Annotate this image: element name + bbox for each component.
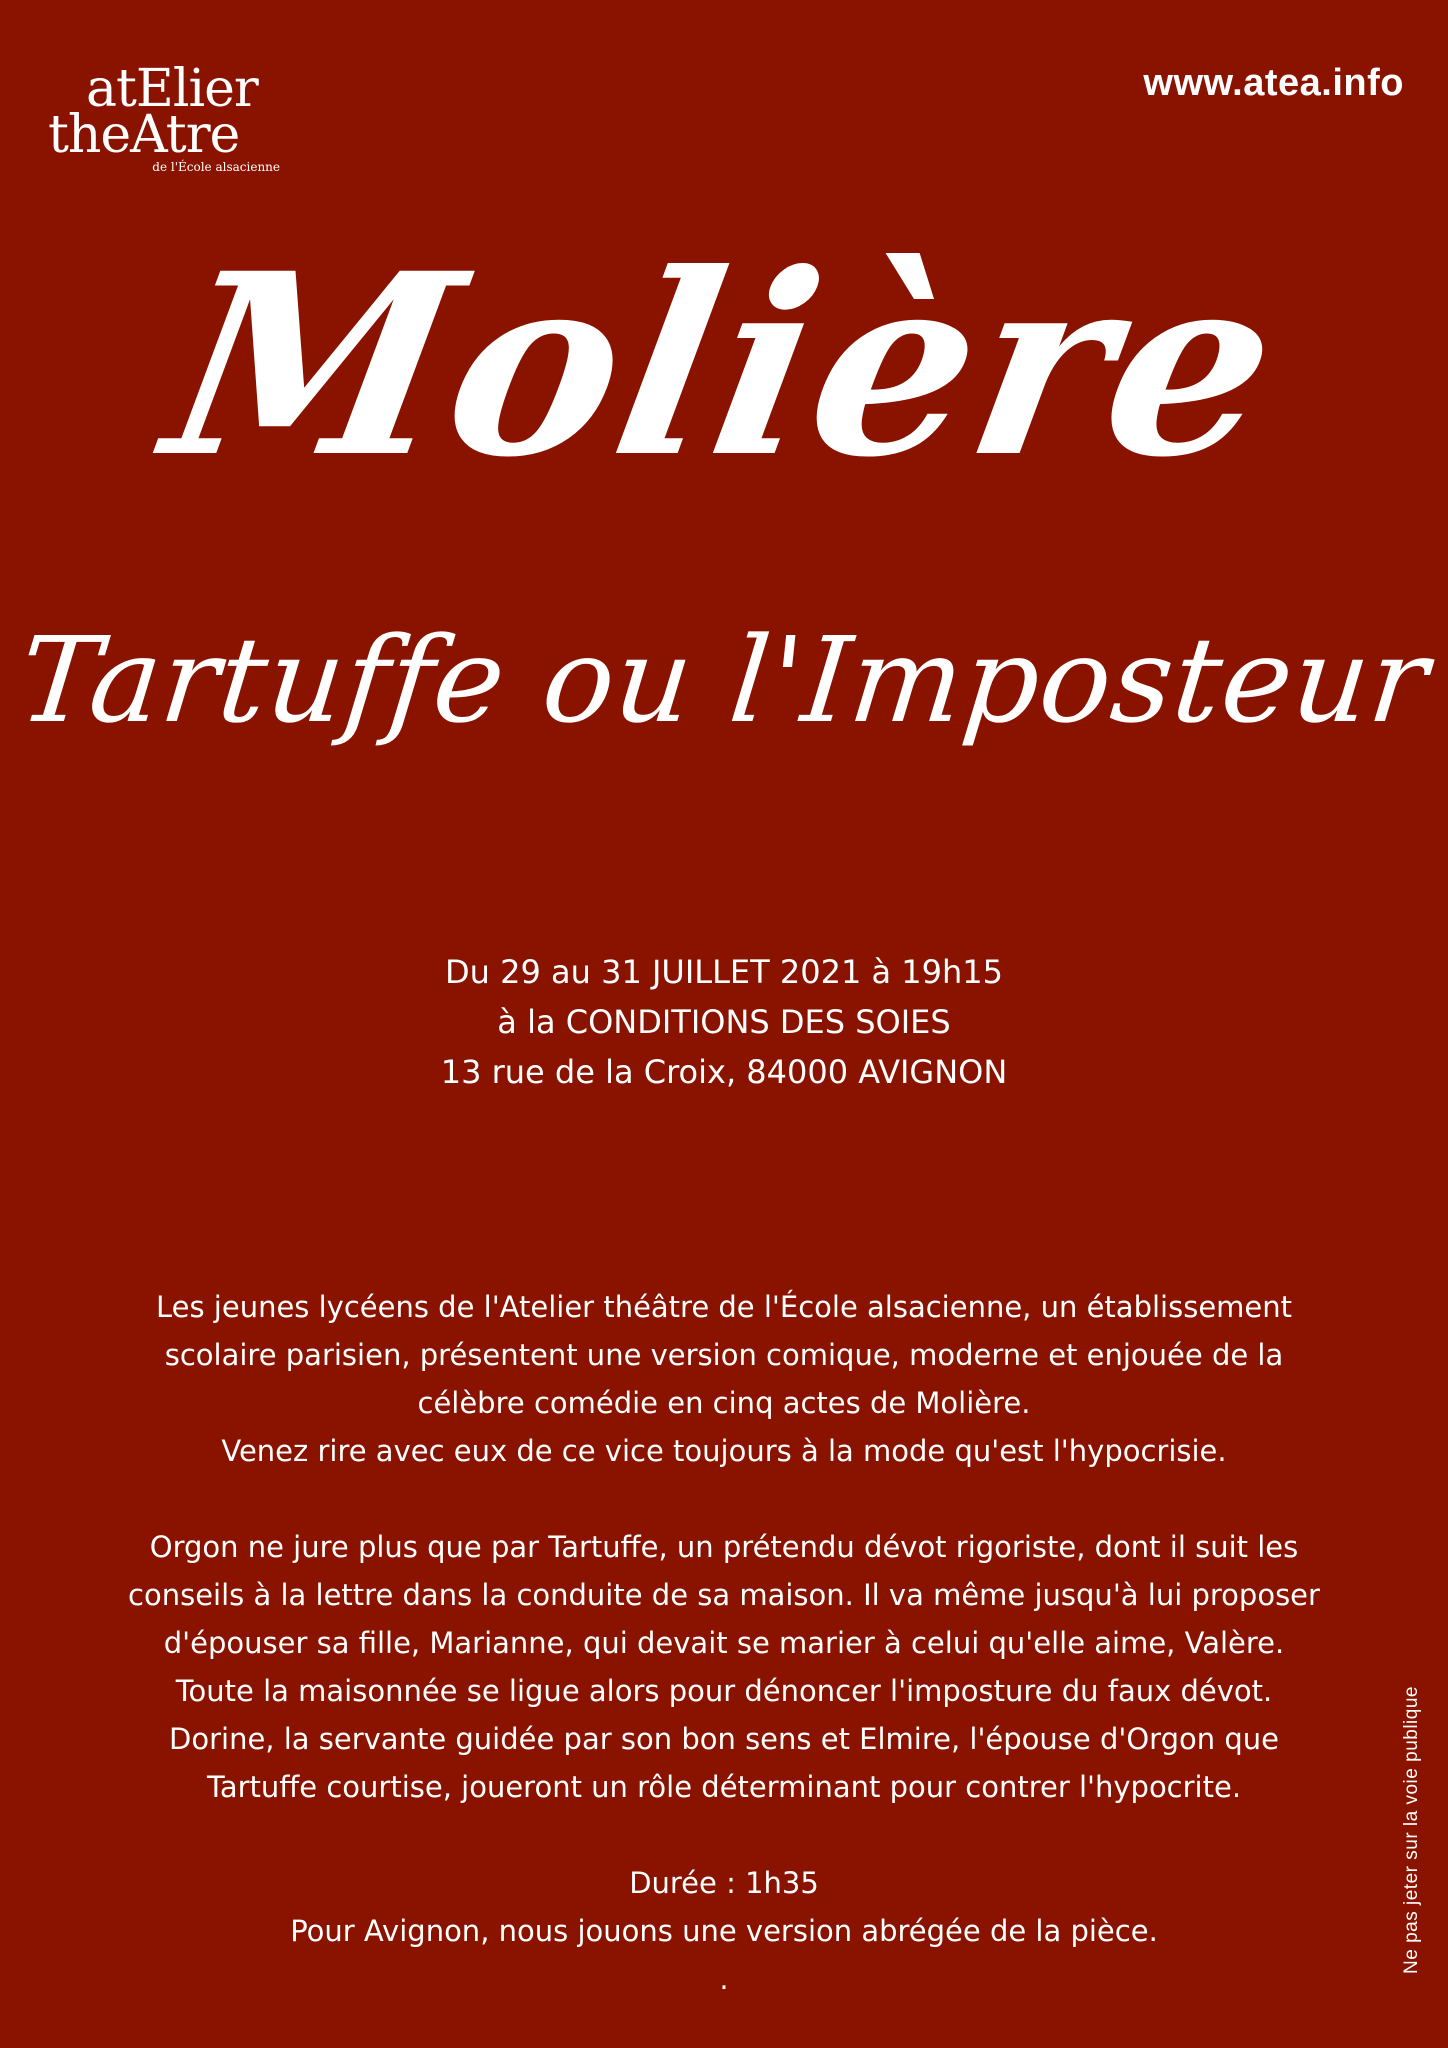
play-title: Tartuffe ou l'Imposteur [13, 611, 1435, 749]
event-info [0, 947, 1448, 1097]
intro-line: scolaire parisien, présentent une version comique, moderne et enjouée de la [164, 1338, 1284, 1372]
intro-line: célèbre comédie en cinq actes de Molière. [417, 1386, 1031, 1420]
synopsis-line: Orgon ne jure plus que par Tartuffe, un prétendu dévot rigoriste, dont il suit les [149, 1530, 1299, 1564]
abridged-note: Pour Avignon, nous jouons une version abrégée de la pièce. [290, 1914, 1158, 1948]
synopsis-line: conseils à la lettre dans la conduite de sa maison. Il va même jusqu'à lui proposer [128, 1578, 1320, 1612]
intro-line: Les jeunes lycéens de l'Atelier théâtre de l'École alsacienne, un établissement [155, 1290, 1292, 1324]
duration-line: Durée : 1h35 [629, 1866, 819, 1900]
logo-line-theatre: theAtre [48, 105, 240, 165]
event-dates: Du 29 au 31 JUILLET 2021 à 19h15 [445, 953, 1003, 991]
intro-line: Venez rire avec eux de ce vice toujours à la mode qu'est l'hypocrisie. [221, 1434, 1227, 1468]
atelier-theatre-logo [48, 59, 288, 174]
event-venue: à la CONDITIONS DES SOIES [497, 1003, 951, 1041]
website-link[interactable]: www.atea.info [1143, 62, 1404, 104]
litter-notice: Ne pas jeter sur la voie publique [1401, 1686, 1422, 1974]
trailing-dot: . [719, 1962, 729, 1996]
synopsis-line: Dorine, la servante guidée par son bon sens et Elmire, l'épouse d'Orgon que [169, 1722, 1279, 1756]
logo-subtitle: de l'École alsacienne [152, 160, 280, 174]
synopsis-line: Toute la maisonnée se ligue alors pour dénoncer l'imposture du faux dévot. [175, 1674, 1273, 1708]
author-title: Molière [149, 218, 1299, 512]
logo-line-atelier: atElier [86, 59, 258, 119]
event-address: 13 rue de la Croix, 84000 AVIGNON [440, 1053, 1008, 1091]
description-block [40, 1283, 1408, 2003]
paragraph-spacer [40, 1475, 1408, 1523]
synopsis-line: d'épouser sa fille, Marianne, qui devait se marier à celui qu'elle aime, Valère. [163, 1626, 1285, 1660]
synopsis-line: Tartuffe courtise, joueront un rôle déterminant pour contrer l'hypocrite. [206, 1770, 1242, 1804]
paragraph-spacer [40, 1811, 1408, 1859]
